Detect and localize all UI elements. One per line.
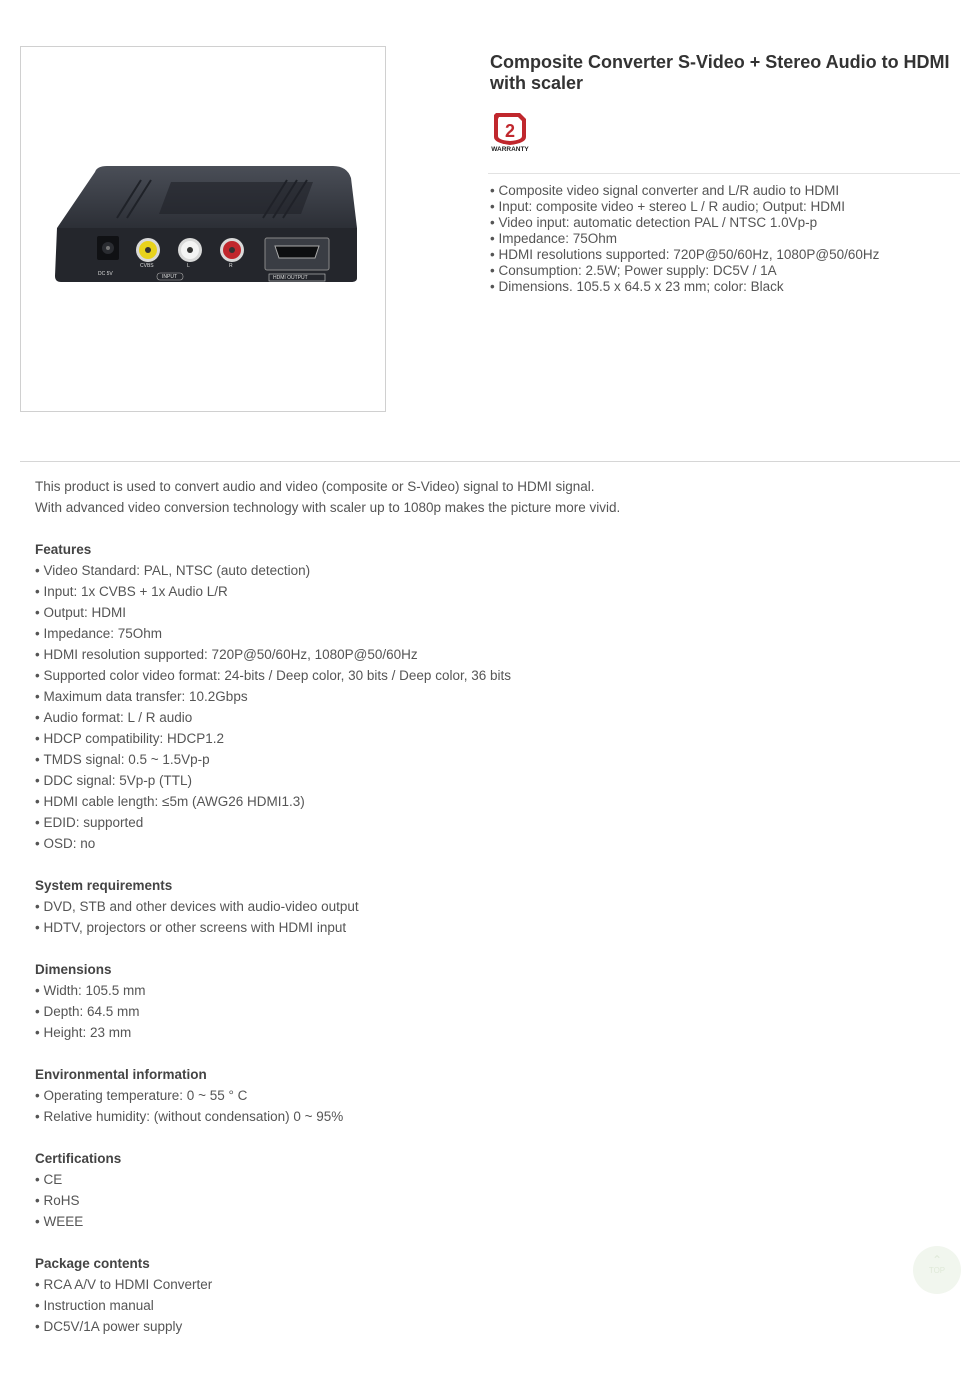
cvbs-label: CVBS (140, 263, 154, 269)
list-item: • OSD: no (35, 833, 935, 854)
list-item: • Instruction manual (35, 1295, 935, 1316)
list-item: • Height: 23 mm (35, 1022, 935, 1043)
summary-divider (488, 173, 960, 174)
r-label: R (229, 263, 233, 269)
list-item: • Input: 1x CVBS + 1x Audio L/R (35, 581, 935, 602)
certifications-list (35, 1169, 935, 1232)
description-line: This product is used to convert audio and video (composite or S-Video) signal to HDMI signal. (35, 479, 595, 494)
list-item: • HDTV, projectors or other screens with HDMI input (35, 917, 935, 938)
list-item: • EDID: supported (35, 812, 935, 833)
summary-item: • Dimensions. 105.5 x 64.5 x 23 mm; color: Black (490, 279, 879, 295)
section-title-system-requirements: System requirements (35, 878, 173, 893)
package-contents-list (35, 1274, 935, 1337)
list-item: • TMDS signal: 0.5 ~ 1.5Vp-p (35, 749, 935, 770)
warranty-label: WARRANTY (491, 146, 529, 153)
environmental-list (35, 1085, 935, 1127)
hdmi-output-label: HDMI OUTPUT (273, 275, 308, 281)
list-item: • RCA A/V to HDMI Converter (35, 1274, 935, 1295)
summary-item: • HDMI resolutions supported: 720P@50/60Hz, 1080P@50/60Hz (490, 247, 879, 263)
section-title-certifications: Certifications (35, 1151, 122, 1166)
summary-item: • Video input: automatic detection PAL / NTSC 1.0Vp-p (490, 215, 879, 231)
list-item: • HDCP compatibility: HDCP1.2 (35, 728, 935, 749)
section-title-features: Features (35, 542, 92, 557)
section-title-dimensions: Dimensions (35, 962, 112, 977)
list-item: • Width: 105.5 mm (35, 980, 935, 1001)
summary-item: • Input: composite video + stereo L / R audio; Output: HDMI (490, 199, 879, 215)
summary-item: • Consumption: 2.5W; Power supply: DC5V / 1A (490, 263, 879, 279)
back-to-top-button[interactable] (913, 1246, 961, 1294)
list-item: • DDC signal: 5Vp-p (TTL) (35, 770, 935, 791)
list-item: • CE (35, 1169, 935, 1190)
list-item: • Relative humidity: (without condensation) 0 ~ 95% (35, 1106, 935, 1127)
dc-label: DC 5V (98, 271, 113, 277)
summary-item: • Impedance: 75Ohm (490, 231, 879, 247)
list-item: • DVD, STB and other devices with audio-video output (35, 896, 935, 917)
summary-list (490, 183, 879, 295)
warranty-badge-icon (490, 111, 530, 153)
list-item: • Output: HDMI (35, 602, 935, 623)
chevron-up-icon: ⌃ (931, 1253, 943, 1267)
product-image-frame[interactable] (20, 46, 386, 412)
list-item: • WEEE (35, 1211, 935, 1232)
list-item: • Depth: 64.5 mm (35, 1001, 935, 1022)
product-title: Composite Converter S-Video + Stereo Audio to HDMI with scaler (490, 52, 950, 93)
product-image (51, 162, 361, 342)
list-item: • Impedance: 75Ohm (35, 623, 935, 644)
list-item: • HDMI resolution supported: 720P@50/60Hz, 1080P@50/60Hz (35, 644, 935, 665)
back-to-top-label: TOP (928, 1266, 946, 1275)
section-title-environmental: Environmental information (35, 1067, 207, 1082)
l-label: L (187, 263, 190, 269)
description-line: With advanced video conversion technology with scaler up to 1080p makes the picture more vivid. (35, 500, 621, 515)
product-description (35, 476, 935, 1337)
list-item: • Video Standard: PAL, NTSC (auto detection) (35, 560, 935, 581)
summary-item: • Composite video signal converter and L/R audio to HDMI (490, 183, 879, 199)
list-item: • DC5V/1A power supply (35, 1316, 935, 1337)
section-title-package-contents: Package contents (35, 1256, 150, 1271)
list-item: • Supported color video format: 24-bits / Deep color, 30 bits / Deep color, 36 bits (35, 665, 935, 686)
input-label: INPUT (162, 274, 177, 280)
description-divider (20, 461, 960, 462)
list-item: • HDMI cable length: ≤5m (AWG26 HDMI1.3) (35, 791, 935, 812)
warranty-years: 2 (504, 121, 516, 141)
list-item: • RoHS (35, 1190, 935, 1211)
list-item: • Operating temperature: 0 ~ 55 ° C (35, 1085, 935, 1106)
system-requirements-list (35, 896, 935, 938)
list-item: • Maximum data transfer: 10.2Gbps (35, 686, 935, 707)
features-list (35, 560, 935, 854)
dimensions-list (35, 980, 935, 1043)
list-item: • Audio format: L / R audio (35, 707, 935, 728)
